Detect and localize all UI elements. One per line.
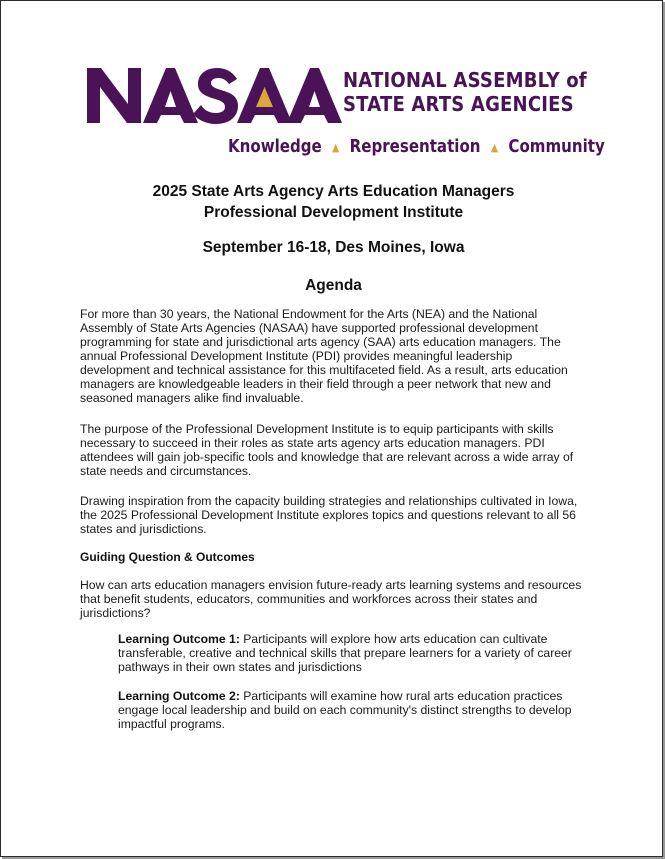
logo-org-line2: STATE ARTS AGENCIES [343,92,574,116]
logo-org-line1: NATIONAL ASSEMBLY [343,68,560,92]
tagline-representation: Representation [349,137,481,157]
event-date-location: September 16-18, Des Moines, Iowa [202,239,465,256]
inspiration-paragraph: Drawing inspiration from the capacity building strategies and relationships cultivated in Iowa, the 2025 Professional Development Institute explores topics and questions relevant to all 56 states and jurisdictions. [80,494,578,536]
guiding-question-heading: Guiding Question & Outcomes [80,550,255,564]
learning-outcome-2 [118,689,583,731]
title-line-2: Professional Development Institute [203,204,464,221]
purpose-paragraph: The purpose of the Professional Development Institute is to equip participants with skills necessary to succeed in their roles as state arts agency arts education managers. PDI attendees will gain job-specific tools and knowledge that are relevant across a wide array of state needs and circumstances. [80,422,574,478]
nasaa-wordmark-icon [87,65,343,125]
agenda-heading: Agenda [305,277,362,294]
outcome-text: Participants will examine how rural arts education practices engage local leadership and build on each community's distinct strengths to develop impactful programs. [118,689,572,731]
gold-triangle-icon: ▲ [490,141,499,154]
outcome-label: Learning Outcome 2: [118,689,240,703]
logo-org-of: of [566,68,587,92]
logo-tagline [228,135,605,161]
gold-triangle-icon: ▲ [332,141,340,154]
outcome-label: Learning Outcome 1: [118,632,240,646]
tagline-knowledge: Knowledge [228,137,322,157]
nasaa-logo [87,65,605,165]
learning-outcome-1 [118,632,583,674]
document-title [1,181,665,223]
intro-paragraph: For more than 30 years, the National Endowment for the Arts (NEA) and the National Assembly of State Arts Agencies (NASAA) have supported professional development programming for state and jurisdictional arts agency (SAA) arts education managers. The annual Professional Development Institute (PDI) provides meaningful leadership development and technical assistance for this multifaceted field. As a result, arts education managers are knowledgeable leaders in their field through a peer network that new and seasoned managers alike find invaluable. [80,307,568,405]
tagline-community: Community [508,137,605,157]
logo-org-name [343,68,587,116]
outcome-text: Participants will explore how arts education can cultivate transferable, creative and technical skills that prepare learners for a variety of career pathways in their own states and jurisdictions [118,632,572,674]
title-line-1: 2025 State Arts Agency Arts Education Managers [152,183,515,200]
guiding-question: How can arts education managers envision future-ready arts learning systems and resources that benefit students, educators, communities and workforces across their states and jurisdictions? [80,578,582,620]
